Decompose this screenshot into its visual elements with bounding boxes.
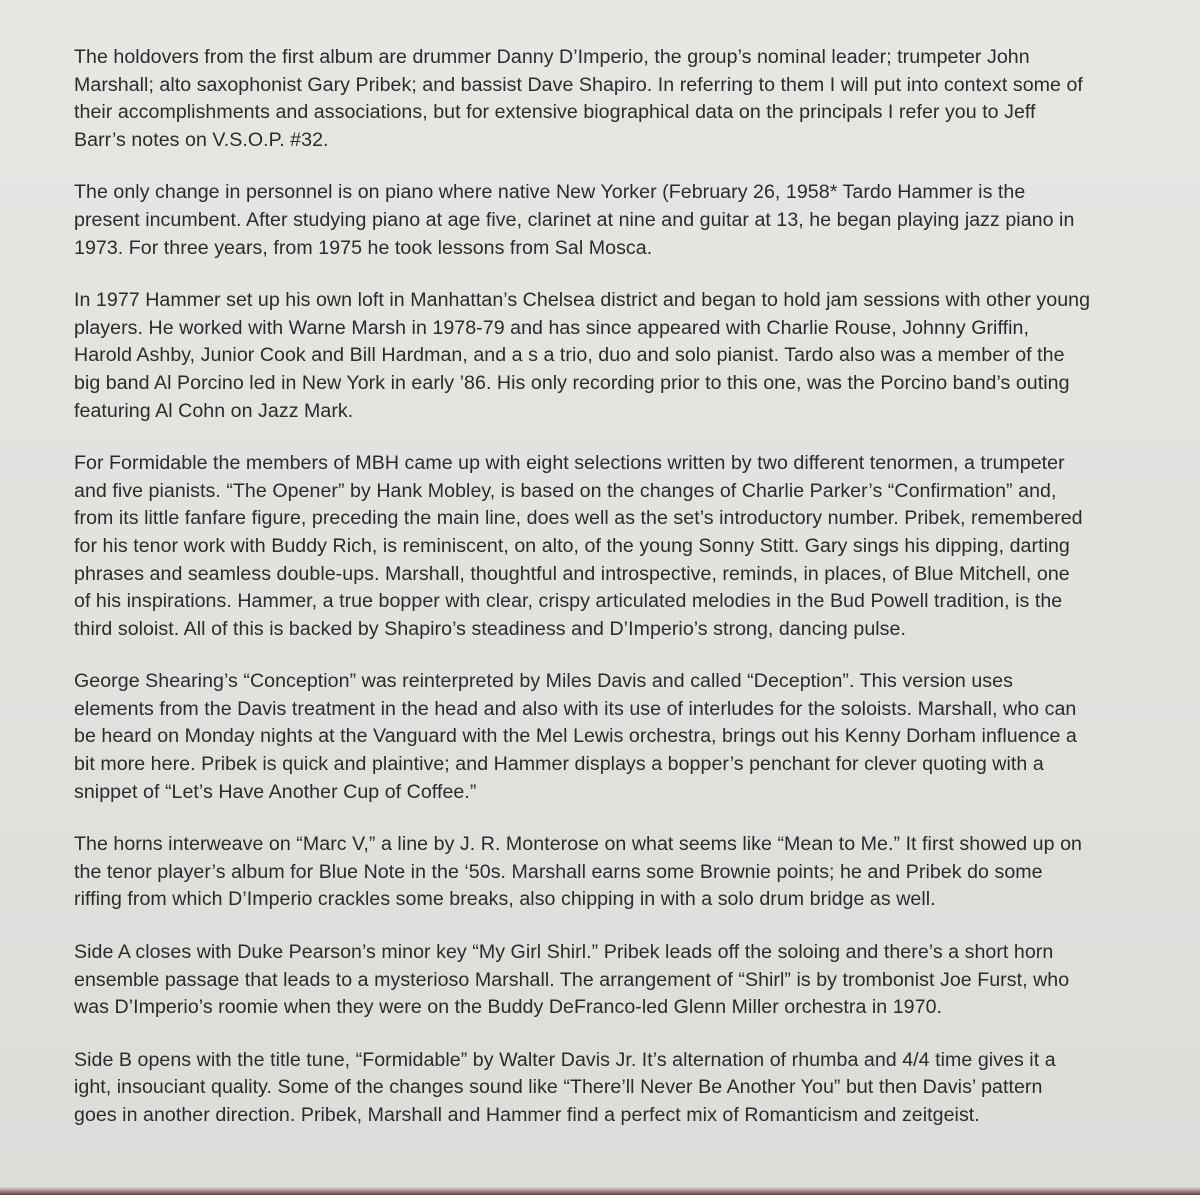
text-line: Marshall; alto saxophonist Gary Pribek; and bassist Dave Shapiro. In referring to them I will put into context some of (74, 73, 1083, 96)
paragraph-marc-v (74, 831, 1186, 914)
text-line: players. He worked with Warne Marsh in 1978-79 and has since appeared with Charlie Rouse, Johnny Griffin, (74, 316, 1029, 339)
paragraph-the-opener (74, 450, 1186, 643)
text-line: of his inspirations. Hammer, a true bopper with clear, crispy articulated melodies in the Bud Powell tradition, is the (74, 590, 1063, 613)
text-line: Side B opens with the title tune, “Formidable” by Walter Davis Jr. It’s alternation of rhumba and 4/4 time gives it a (74, 1048, 1056, 1071)
text-line: and five pianists. “The Opener” by Hank Mobley, is based on the changes of Charlie Parker’s “Confirmation” and, (74, 479, 1057, 502)
text-line: goes in another direction. Pribek, Marshall and Hammer find a perfect mix of Romanticism and zeitgeist. (74, 1104, 980, 1126)
text-line: bit more here. Pribek is quick and plaintive; and Hammer displays a bopper’s penchant for clever quoting with a (74, 753, 1044, 776)
liner-notes-text (74, 44, 1186, 1155)
text-line: Side A closes with Duke Pearson’s minor key “My Girl Shirl.” Pribek leads off the soloing and there’s a short horn (74, 941, 1054, 964)
text-line: The holdovers from the first album are drummer Danny D’Imperio, the group’s nominal leader; trumpeter John (74, 46, 1030, 68)
text-line: be heard on Monday nights at the Vanguard with the Mel Lewis orchestra, brings out his Kenny Dorham influence a (74, 725, 1077, 748)
paragraph-personnel-change (74, 179, 1186, 262)
text-line: for his tenor work with Buddy Rich, is reminiscent, on alto, of the young Sonny Stitt. Gary sings his dipping, darting (74, 534, 1070, 557)
text-line: The horns interweave on “Marc V,” a line by J. R. Monterose on what seems like “Mean to Me.” It first showed up on (74, 833, 1082, 856)
text-line: George Shearing’s “Conception” was reinterpreted by Miles Davis and called “Deception”. This version uses (74, 670, 1013, 693)
text-line: ight, insouciant quality. Some of the changes sound like “There’ll Never Be Another You” but then Davis’ pattern (74, 1076, 1043, 1099)
text-line: riffing from which D’Imperio crackles some breaks, also chipping in with a solo drum bridge as well. (74, 888, 936, 911)
text-line: Barr’s notes on V.S.O.P. #32. (74, 128, 329, 151)
page-bottom-edge (0, 1187, 1200, 1195)
text-line: was D’Imperio’s roomie when they were on the Buddy DeFranco-led Glenn Miller orchestra in 1970. (74, 996, 943, 1019)
text-line: their accomplishments and associations, but for extensive biographical data on the principals I refer you to Jeff (74, 101, 1036, 124)
paragraph-holdovers (74, 44, 1186, 154)
text-line: the tenor player’s album for Blue Note in the ‘50s. Marshall earns some Brownie points; he and Pribek do some (74, 860, 1043, 883)
text-line: 1973. For three years, from 1975 he took lessons from Sal Mosca. (74, 236, 653, 259)
text-line: phrases and seamless double-ups. Marshall, thoughtful and introspective, reminds, in places, of Blue Mitchell, one (74, 562, 1070, 585)
paragraph-formidable (74, 1047, 1186, 1130)
text-line: ensemble passage that leads to a mysterioso Marshall. The arrangement of “Shirl” is by trombonist Joe Furst, who (74, 968, 1070, 991)
text-line: In 1977 Hammer set up his own loft in Manhattan’s Chelsea district and began to hold jam sessions with other young (74, 289, 1091, 312)
text-line: The only change in personnel is on piano where native New Yorker (February 26, 1958* Tardo Hammer is the (74, 181, 1026, 204)
text-line: elements from the Davis treatment in the head and also with its use of interludes for the soloists. Marshall, who can (74, 697, 1077, 720)
text-line: present incumbent. After studying piano at age five, clarinet at nine and guitar at 13, he began playing jazz piano in (74, 208, 1075, 231)
paragraph-my-girl-shirl (74, 939, 1186, 1022)
text-line: For Formidable the members of MBH came up with eight selections written by two different tenormen, a trumpeter (74, 452, 1065, 475)
text-line: third soloist. All of this is backed by Shapiro’s steadiness and D’Imperio’s strong, dancing pulse. (74, 617, 906, 640)
text-line: featuring Al Cohn on Jazz Mark. (74, 399, 354, 422)
text-line: snippet of “Let’s Have Another Cup of Coffee.” (74, 780, 477, 803)
text-line: big band Al Porcino led in New York in early ’86. His only recording prior to this one, was the Porcino band’s outing (74, 371, 1070, 394)
paragraph-hammer-career (74, 287, 1186, 425)
text-line: Harold Ashby, Junior Cook and Bill Hardman, and a s a trio, duo and solo pianist. Tardo also was a member of the (74, 344, 1065, 367)
text-line: from its little fanfare figure, preceding the main line, does well as the set’s introductory number. Pribek, remembered (74, 507, 1083, 530)
paragraph-conception (74, 668, 1186, 806)
